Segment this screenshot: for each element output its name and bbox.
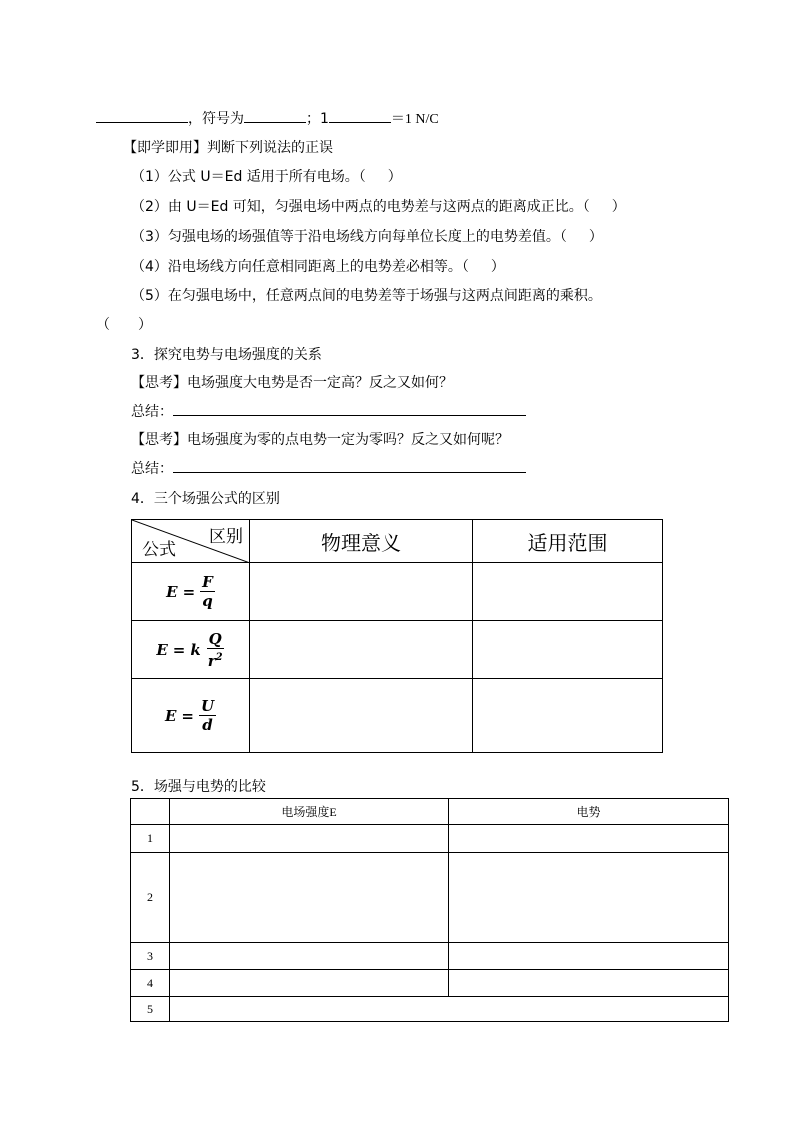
comparison-table (130, 798, 729, 1022)
summary-1-blank[interactable] (173, 401, 526, 416)
summary-1: 总结： (131, 401, 526, 421)
practice-item-5-paren: （ ） (96, 317, 152, 333)
meaning-cell-1[interactable] (250, 563, 473, 621)
potential-cell-3[interactable] (449, 943, 729, 970)
think-question-2: 【思考】电场强度为零的点电势一定为零吗？反之又如何呢？ (131, 432, 509, 448)
scope-cell-3[interactable] (473, 679, 663, 753)
meaning-cell-2[interactable] (250, 621, 473, 679)
diagonal-header-cell (132, 520, 250, 563)
formula-table (131, 519, 663, 753)
formula-cell-3: E = $\frac{U}{d}$ (132, 679, 250, 753)
header-physical-meaning: 物理意义 (250, 520, 473, 563)
row-number: 2 (131, 853, 170, 943)
row-number: 5 (131, 997, 170, 1022)
potential-cell-4[interactable] (449, 970, 729, 997)
field-strength-cell-4[interactable] (170, 970, 449, 997)
header-field-strength: 电场强度E (170, 799, 449, 825)
summary-2: 总结： (131, 458, 526, 478)
potential-cell-1[interactable] (449, 825, 729, 853)
row-number: 3 (131, 943, 170, 970)
think-question-1: 【思考】电场强度大电势是否一定高？反之又如何？ (131, 375, 453, 391)
field-strength-cell-3[interactable] (170, 943, 449, 970)
field-strength-cell-2[interactable] (170, 853, 449, 943)
section4-title: 4．三个场强公式的区别 (131, 491, 280, 507)
practice-title: 【即学即用】判断下列说法的正误 (123, 140, 333, 156)
section5-title: 5．场强与电势的比较 (131, 779, 266, 795)
row-number: 1 (131, 825, 170, 853)
header-potential: 电势 (449, 799, 729, 825)
practice-item-2: （2）由 U＝Ed 可知，匀强电场中两点的电势差与这两点的距离成正比。（ ） (131, 199, 626, 215)
practice-item-5: （5）在匀强电场中，任意两点间的电势差等于场强与这两点间距离的乘积。 (131, 288, 602, 304)
meaning-cell-3[interactable] (250, 679, 473, 753)
practice-item-4: （4）沿电场线方向任意相同距离上的电势差必相等。（ ） (131, 259, 505, 275)
scope-cell-1[interactable] (473, 563, 663, 621)
formula-cell-1: E = $\frac{F}{q}$ (132, 563, 250, 621)
section3-title: 3．探究电势与电场强度的关系 (131, 347, 322, 363)
practice-item-1: （1）公式 U＝Ed 适用于所有电场。（ ） (131, 169, 402, 185)
blank-symbol[interactable] (244, 108, 306, 123)
potential-cell-2[interactable] (449, 853, 729, 943)
blank-field-name[interactable] (96, 108, 188, 123)
corner-cell (131, 799, 170, 825)
practice-item-3: （3）匀强电场的场强值等于沿电场线方向每单位长度上的电势差值。（ ） (131, 229, 603, 245)
scope-cell-2[interactable] (473, 621, 663, 679)
summary-2-blank[interactable] (173, 458, 526, 473)
unit-line: ，符号为 ；1 ＝1 N/C (96, 108, 439, 128)
blank-unit[interactable] (329, 108, 391, 123)
diag-header-bottom: 公式 (142, 540, 176, 560)
formula-cell-2: E = k $\frac{Q}{r^2}$ (132, 621, 250, 679)
row-number: 4 (131, 970, 170, 997)
diag-header-top: 区别 (209, 527, 243, 547)
header-scope: 适用范围 (473, 520, 663, 563)
merged-cell-5[interactable] (170, 997, 729, 1022)
field-strength-cell-1[interactable] (170, 825, 449, 853)
